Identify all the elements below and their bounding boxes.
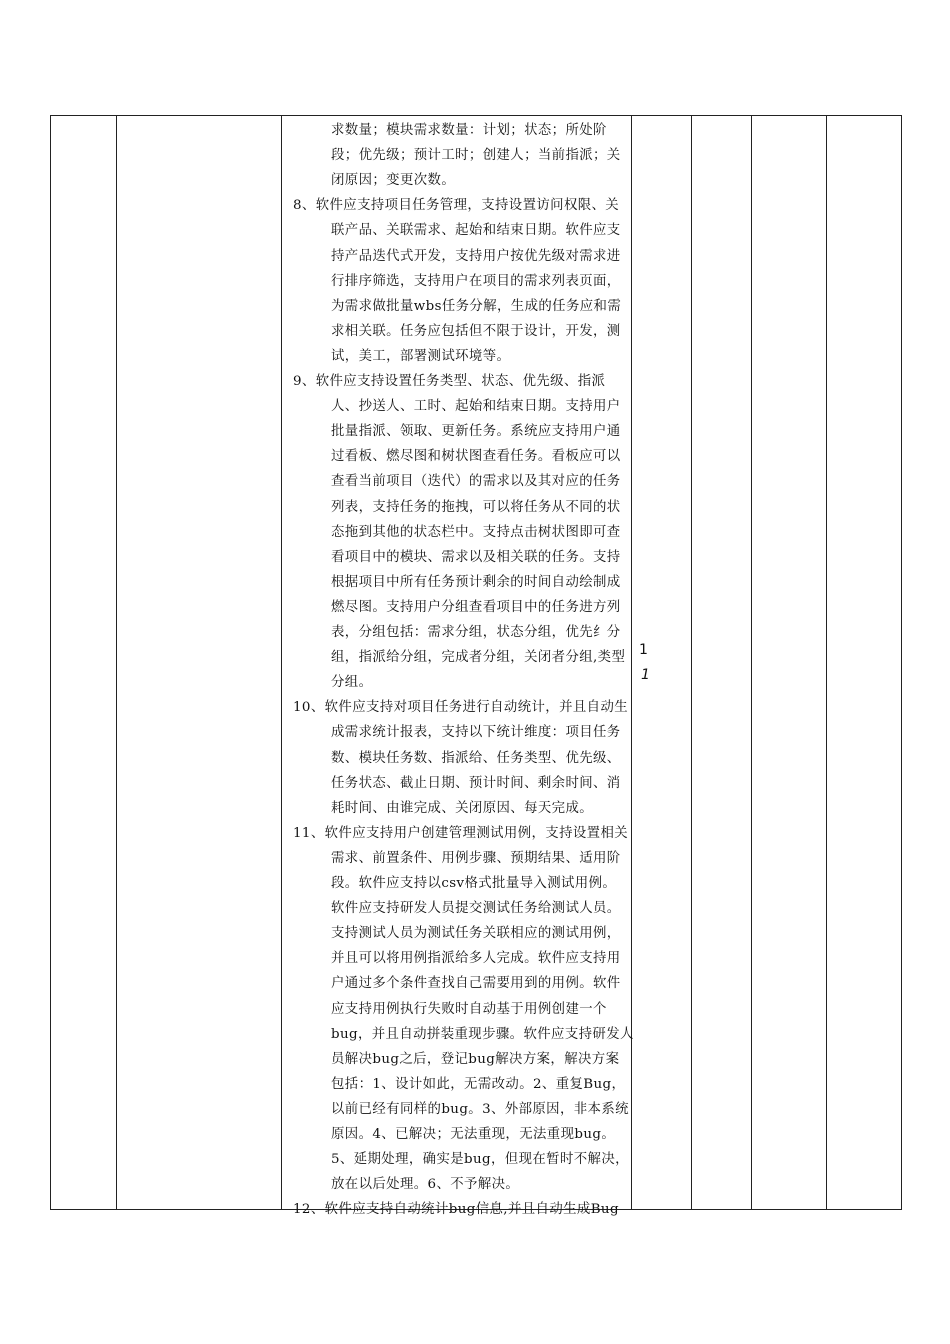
requirement-line: 持产品迭代式开发，支持用户按优先级对需求进 <box>331 248 621 264</box>
requirement-line: 9、软件应支持设置任务类型、状态、优先级、指派 <box>293 374 606 389</box>
requirement-line: 原因。4、已解决；无法重现，无法重现bug。 <box>331 1127 616 1142</box>
requirement-line: 表，分组包括：需求分组，状态分组，优先纟分 <box>331 625 621 640</box>
requirement-line: 人、抄送人、工时、起始和结束日期。支持用户 <box>331 399 621 415</box>
count-mark: 1 <box>639 642 648 658</box>
requirement-line: 耗时间、由谁完成、关闭原因、每天完成。 <box>331 800 594 816</box>
requirement-line: 为需求做批量wbs任务分解，生成的任务应和需 <box>331 298 622 314</box>
requirement-line: 10、软件应支持对项目任务进行自动统计，并且自动生 <box>293 700 629 716</box>
requirement-line: 任务状态、截止日期、预计时间、剩余时间、消 <box>331 775 621 791</box>
requirement-line: 软件应支持研发人员提交测试任务给测试人员。 <box>331 901 621 917</box>
requirement-line: 段；优先级；预计工时；创建人；当前指派；关 <box>331 148 621 164</box>
requirement-line: 求数量；模块需求数量：计划；状态；所处阶 <box>331 123 607 138</box>
requirement-line: 批量指派、领取、更新任务。系统应支持用户通 <box>331 424 621 440</box>
requirement-line: 组，指派给分组，完成者分组，关闭者分组,类型 <box>331 650 626 666</box>
requirement-line: 12、软件应支持自动统计bug信息,并且自动生成Bug <box>293 1202 619 1218</box>
requirement-line: 支持测试人员为测试任务关联相应的测试用例， <box>331 926 621 942</box>
column-divider <box>116 116 117 1209</box>
column-divider <box>281 116 282 1209</box>
requirement-line: 段。软件应支持以csv格式批量导入测试用例。 <box>331 876 617 891</box>
requirement-line: 5、延期处理，确实是bug，但现在暂时不解决， <box>331 1152 629 1168</box>
requirement-line: 试，美工，部署测试环境等。 <box>331 348 511 364</box>
requirement-line: 11、软件应支持用户创建管理测试用例，支持设置相关 <box>293 825 629 841</box>
requirement-line: 态拖到其他的状态栏中。支持点击树状图即可查 <box>331 524 621 540</box>
column-divider <box>826 116 827 1209</box>
column-divider <box>691 116 692 1209</box>
requirement-line: 列表，支持任务的拖拽，可以将任务从不同的状 <box>331 499 621 515</box>
requirement-line: 户通过多个条件查找自己需要用到的用例。软件 <box>331 976 621 992</box>
requirement-line: 根据项目中所有任务预计剩余的时间自动绘制成 <box>331 574 621 590</box>
requirement-line: 8、软件应支持项目任务管理，支持设置访问权限、关 <box>293 198 620 214</box>
requirement-line: 求相关联。任务应包括但不限于设计，开发，测 <box>331 323 621 339</box>
requirement-line: 燃尽图。支持用户分组查看项目中的任务进方列 <box>331 599 621 615</box>
requirement-line: 放在以后处理。6、不予解决。 <box>331 1177 520 1193</box>
requirement-line: 包括：1、设计如此，无需改动。2、重复Bug， <box>331 1076 626 1092</box>
requirements-table <box>50 115 902 1218</box>
requirement-line: 联产品、关联需求、起始和结束日期。软件应支 <box>331 223 621 239</box>
requirement-line: 以前已经有同样的bug。3、外部原因，非本系统 <box>331 1101 629 1117</box>
requirement-line: 成需求统计报表，支持以下统计维度：项目任务 <box>331 725 621 741</box>
requirement-line: 需求、前置条件、用例步骤、预期结果、适用阶 <box>331 850 621 866</box>
requirement-line: 过看板、燃尽图和树状图查看任务。看板应可以 <box>331 449 621 465</box>
count-mark: 1 <box>641 667 650 683</box>
requirement-line: bug，并且自动拼装重现步骤。软件应支持研发人 <box>331 1026 634 1042</box>
requirement-line: 并且可以将用例指派给多人完成。软件应支持用 <box>331 951 621 967</box>
requirement-line: 闭原因；变更次数。 <box>331 173 456 189</box>
requirement-line: 员解决bug之后，登记bug解决方案，解决方案 <box>331 1051 620 1067</box>
requirement-line: 分组。 <box>331 675 373 691</box>
column-divider <box>751 116 752 1209</box>
requirement-line: 查看当前项目（迭代）的需求以及其对应的任务 <box>331 474 621 490</box>
requirement-line: 看项目中的模块、需求以及相关联的任务。支持 <box>331 549 621 565</box>
requirement-line: 行排序筛选，支持用户在项目的需求列表页面， <box>331 273 621 289</box>
requirement-line: 应支持用例执行失败时自动基于用例创建一个 <box>331 1001 607 1017</box>
requirement-line: 数、模块任务数、指派给、任务类型、优先级、 <box>331 750 621 766</box>
